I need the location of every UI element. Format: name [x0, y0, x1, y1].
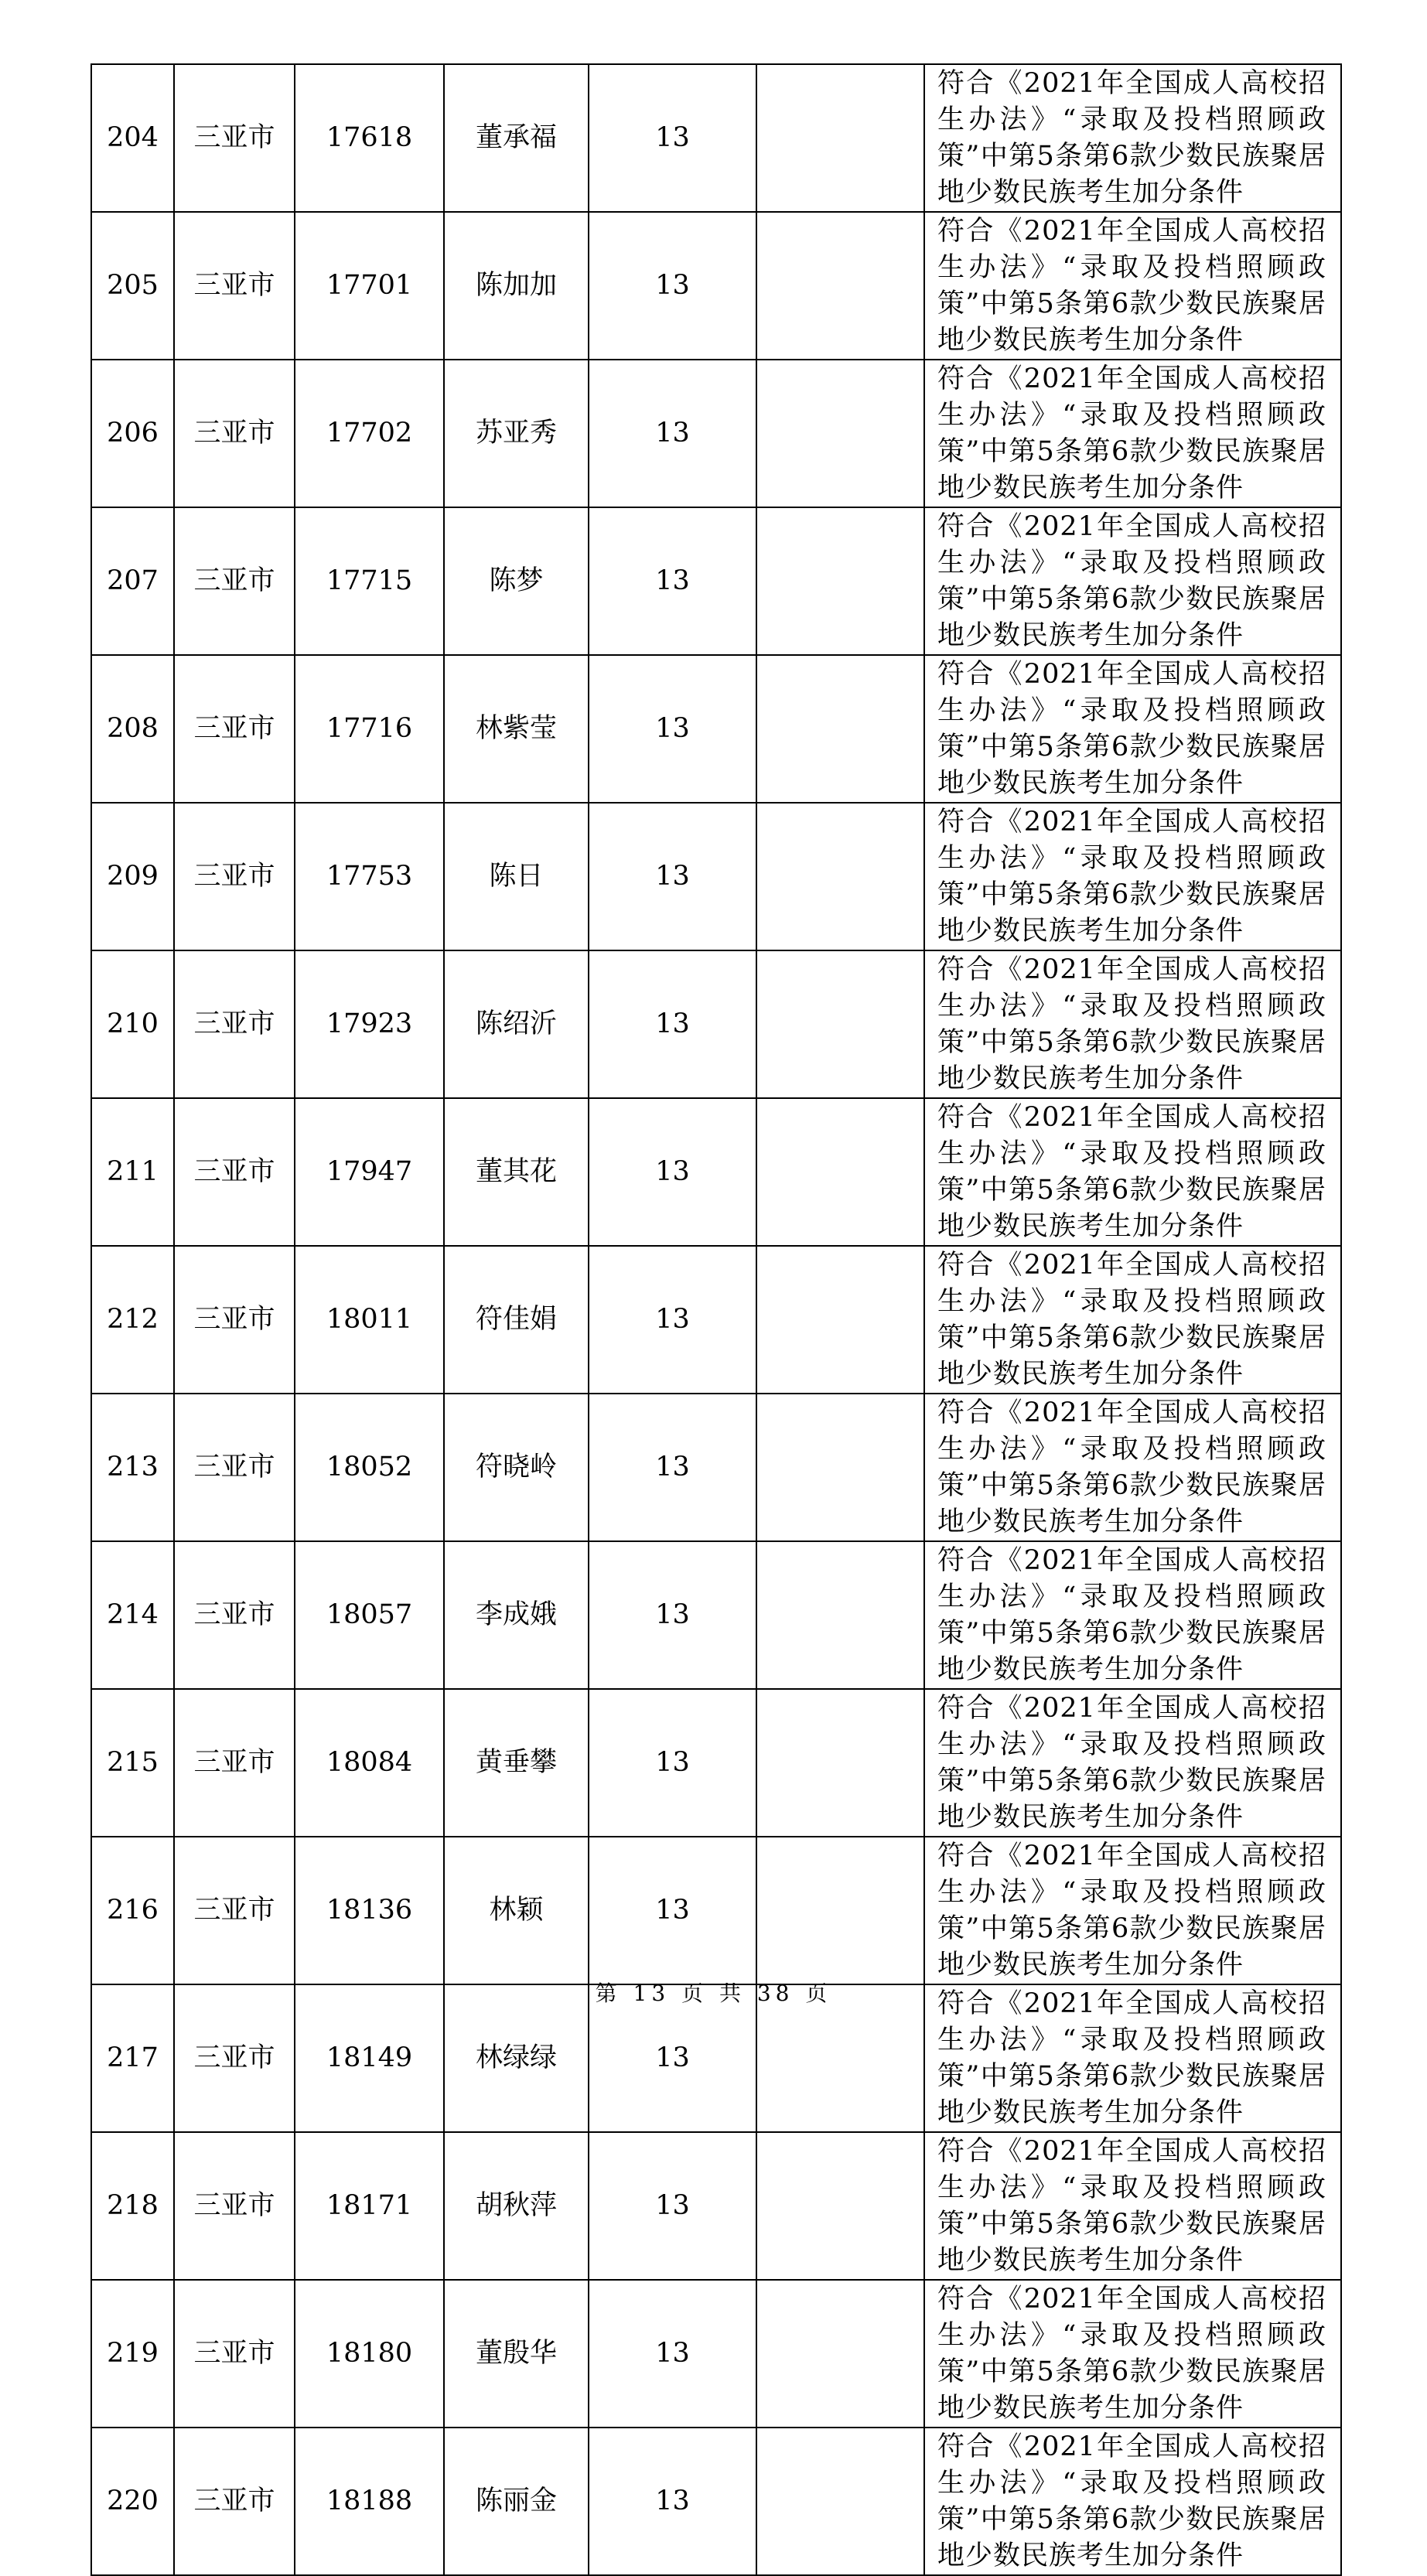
row-number: 220 — [91, 2428, 174, 2575]
row-candidate-name: 符晓岭 — [444, 1394, 589, 1541]
row-candidate-id: 18171 — [295, 2132, 444, 2280]
row-policy-note: 符合《2021年全国成人高校招生办法》“录取及投档照顾政策”中第5条第6款少数民族聚居地少数民族考生加分条件 — [924, 1541, 1341, 1689]
row-number: 215 — [91, 1689, 174, 1837]
row-bonus-score: 13 — [589, 2428, 756, 2575]
row-blank-cell — [756, 2428, 924, 2575]
row-candidate-id: 17702 — [295, 360, 444, 507]
row-candidate-id: 17753 — [295, 803, 444, 950]
row-bonus-score: 13 — [589, 2132, 756, 2280]
row-candidate-name: 陈绍沂 — [444, 950, 589, 1098]
row-policy-note: 符合《2021年全国成人高校招生办法》“录取及投档照顾政策”中第5条第6款少数民族聚居地少数民族考生加分条件 — [924, 1246, 1341, 1394]
row-city: 三亚市 — [174, 212, 295, 360]
row-city: 三亚市 — [174, 64, 295, 212]
row-blank-cell — [756, 507, 924, 655]
row-policy-note: 符合《2021年全国成人高校招生办法》“录取及投档照顾政策”中第5条第6款少数民族聚居地少数民族考生加分条件 — [924, 1837, 1341, 1984]
table-row — [91, 1541, 1341, 1689]
row-candidate-id: 17716 — [295, 655, 444, 803]
row-candidate-name: 林紫莹 — [444, 655, 589, 803]
row-policy-note: 符合《2021年全国成人高校招生办法》“录取及投档照顾政策”中第5条第6款少数民族聚居地少数民族考生加分条件 — [924, 1098, 1341, 1246]
row-number: 211 — [91, 1098, 174, 1246]
row-candidate-id: 18180 — [295, 2280, 444, 2428]
row-policy-note: 符合《2021年全国成人高校招生办法》“录取及投档照顾政策”中第5条第6款少数民族聚居地少数民族考生加分条件 — [924, 1689, 1341, 1837]
table-row — [91, 64, 1341, 212]
row-candidate-id: 18084 — [295, 1689, 444, 1837]
row-bonus-score: 13 — [589, 212, 756, 360]
row-number: 213 — [91, 1394, 174, 1541]
row-number: 204 — [91, 64, 174, 212]
candidate-table — [90, 63, 1342, 2576]
row-candidate-name: 苏亚秀 — [444, 360, 589, 507]
row-policy-note: 符合《2021年全国成人高校招生办法》“录取及投档照顾政策”中第5条第6款少数民族聚居地少数民族考生加分条件 — [924, 1984, 1341, 2132]
row-candidate-name: 董殷华 — [444, 2280, 589, 2428]
row-city: 三亚市 — [174, 1541, 295, 1689]
row-number: 212 — [91, 1246, 174, 1394]
row-bonus-score: 13 — [589, 1394, 756, 1541]
row-candidate-id: 18136 — [295, 1837, 444, 1984]
row-blank-cell — [756, 1689, 924, 1837]
document-sheet — [90, 63, 1340, 2576]
table-row — [91, 803, 1341, 950]
row-city: 三亚市 — [174, 803, 295, 950]
row-candidate-name: 董承福 — [444, 64, 589, 212]
row-policy-note: 符合《2021年全国成人高校招生办法》“录取及投档照顾政策”中第5条第6款少数民族聚居地少数民族考生加分条件 — [924, 1394, 1341, 1541]
row-candidate-id: 18188 — [295, 2428, 444, 2575]
table-row — [91, 507, 1341, 655]
row-number: 218 — [91, 2132, 174, 2280]
row-candidate-name: 陈丽金 — [444, 2428, 589, 2575]
row-number: 205 — [91, 212, 174, 360]
row-candidate-id: 17947 — [295, 1098, 444, 1246]
row-bonus-score: 13 — [589, 507, 756, 655]
row-city: 三亚市 — [174, 2280, 295, 2428]
row-bonus-score: 13 — [589, 803, 756, 950]
table-row — [91, 2132, 1341, 2280]
row-number: 214 — [91, 1541, 174, 1689]
row-bonus-score: 13 — [589, 1541, 756, 1689]
row-policy-note: 符合《2021年全国成人高校招生办法》“录取及投档照顾政策”中第5条第6款少数民族聚居地少数民族考生加分条件 — [924, 655, 1341, 803]
row-blank-cell — [756, 950, 924, 1098]
row-candidate-id: 18011 — [295, 1246, 444, 1394]
table-row — [91, 2280, 1341, 2428]
row-candidate-name: 胡秋萍 — [444, 2132, 589, 2280]
row-policy-note: 符合《2021年全国成人高校招生办法》“录取及投档照顾政策”中第5条第6款少数民族聚居地少数民族考生加分条件 — [924, 2280, 1341, 2428]
row-bonus-score: 13 — [589, 1246, 756, 1394]
row-candidate-name: 陈梦 — [444, 507, 589, 655]
row-candidate-name: 符佳娟 — [444, 1246, 589, 1394]
row-candidate-id: 18052 — [295, 1394, 444, 1541]
row-candidate-id: 17618 — [295, 64, 444, 212]
table-row — [91, 950, 1341, 1098]
row-bonus-score: 13 — [589, 1098, 756, 1246]
row-candidate-id: 17923 — [295, 950, 444, 1098]
row-number: 209 — [91, 803, 174, 950]
table-row — [91, 2428, 1341, 2575]
row-blank-cell — [756, 1541, 924, 1689]
row-bonus-score: 13 — [589, 655, 756, 803]
table-row — [91, 1837, 1341, 1984]
row-number: 219 — [91, 2280, 174, 2428]
row-policy-note: 符合《2021年全国成人高校招生办法》“录取及投档照顾政策”中第5条第6款少数民族聚居地少数民族考生加分条件 — [924, 2428, 1341, 2575]
row-policy-note: 符合《2021年全国成人高校招生办法》“录取及投档照顾政策”中第5条第6款少数民族聚居地少数民族考生加分条件 — [924, 2132, 1341, 2280]
row-number: 206 — [91, 360, 174, 507]
row-candidate-name: 林颖 — [444, 1837, 589, 1984]
row-bonus-score: 13 — [589, 1984, 756, 2132]
table-row — [91, 1098, 1341, 1246]
page-footer: 第 13 页 共 38 页 — [595, 1981, 832, 2006]
candidate-table-body — [91, 64, 1341, 2575]
row-city: 三亚市 — [174, 2428, 295, 2575]
row-candidate-id: 17701 — [295, 212, 444, 360]
row-number: 207 — [91, 507, 174, 655]
row-city: 三亚市 — [174, 1837, 295, 1984]
row-city: 三亚市 — [174, 1984, 295, 2132]
row-policy-note: 符合《2021年全国成人高校招生办法》“录取及投档照顾政策”中第5条第6款少数民族聚居地少数民族考生加分条件 — [924, 950, 1341, 1098]
table-row — [91, 212, 1341, 360]
row-blank-cell — [756, 1837, 924, 1984]
row-number: 208 — [91, 655, 174, 803]
row-blank-cell — [756, 2132, 924, 2280]
row-blank-cell — [756, 1394, 924, 1541]
row-candidate-id: 17715 — [295, 507, 444, 655]
row-blank-cell — [756, 212, 924, 360]
row-number: 216 — [91, 1837, 174, 1984]
row-policy-note: 符合《2021年全国成人高校招生办法》“录取及投档照顾政策”中第5条第6款少数民族聚居地少数民族考生加分条件 — [924, 212, 1341, 360]
row-city: 三亚市 — [174, 507, 295, 655]
row-city: 三亚市 — [174, 2132, 295, 2280]
row-city: 三亚市 — [174, 1689, 295, 1837]
row-city: 三亚市 — [174, 1394, 295, 1541]
row-bonus-score: 13 — [589, 64, 756, 212]
row-bonus-score: 13 — [589, 360, 756, 507]
row-bonus-score: 13 — [589, 950, 756, 1098]
row-blank-cell — [756, 1098, 924, 1246]
table-row — [91, 1246, 1341, 1394]
row-city: 三亚市 — [174, 360, 295, 507]
row-candidate-name: 林绿绿 — [444, 1984, 589, 2132]
row-bonus-score: 13 — [589, 2280, 756, 2428]
table-row — [91, 1689, 1341, 1837]
row-policy-note: 符合《2021年全国成人高校招生办法》“录取及投档照顾政策”中第5条第6款少数民族聚居地少数民族考生加分条件 — [924, 507, 1341, 655]
row-city: 三亚市 — [174, 1098, 295, 1246]
table-row — [91, 360, 1341, 507]
table-row — [91, 1394, 1341, 1541]
row-candidate-name: 董其花 — [444, 1098, 589, 1246]
row-candidate-name: 黄垂攀 — [444, 1689, 589, 1837]
row-candidate-name: 陈加加 — [444, 212, 589, 360]
row-number: 210 — [91, 950, 174, 1098]
row-candidate-id: 18057 — [295, 1541, 444, 1689]
row-city: 三亚市 — [174, 655, 295, 803]
row-blank-cell — [756, 655, 924, 803]
row-city: 三亚市 — [174, 950, 295, 1098]
row-candidate-name: 李成娥 — [444, 1541, 589, 1689]
row-bonus-score: 13 — [589, 1689, 756, 1837]
row-city: 三亚市 — [174, 1246, 295, 1394]
row-blank-cell — [756, 2280, 924, 2428]
row-candidate-id: 18149 — [295, 1984, 444, 2132]
row-blank-cell — [756, 1246, 924, 1394]
row-policy-note: 符合《2021年全国成人高校招生办法》“录取及投档照顾政策”中第5条第6款少数民族聚居地少数民族考生加分条件 — [924, 64, 1341, 212]
row-blank-cell — [756, 360, 924, 507]
table-row — [91, 655, 1341, 803]
row-blank-cell — [756, 64, 924, 212]
row-candidate-name: 陈日 — [444, 803, 589, 950]
row-policy-note: 符合《2021年全国成人高校招生办法》“录取及投档照顾政策”中第5条第6款少数民族聚居地少数民族考生加分条件 — [924, 803, 1341, 950]
row-policy-note: 符合《2021年全国成人高校招生办法》“录取及投档照顾政策”中第5条第6款少数民族聚居地少数民族考生加分条件 — [924, 360, 1341, 507]
row-blank-cell — [756, 803, 924, 950]
row-number: 217 — [91, 1984, 174, 2132]
row-bonus-score: 13 — [589, 1837, 756, 1984]
